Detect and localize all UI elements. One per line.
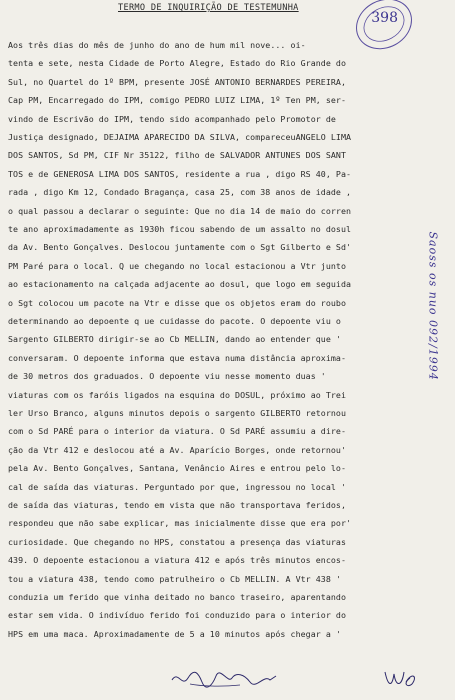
testimony-line: Aos três dias do mês de junho do ano de hum mil nove... oi-	[8, 40, 306, 50]
testimony-line: Cap PM, Encarregado do IPM, comigo PEDRO LUIZ LIMA, 1º Ten PM, ser-	[8, 95, 347, 106]
testimony-line: da Av. Bento Gonçalves. Deslocou juntamente com o Sgt Gilberto e Sd'	[8, 242, 352, 253]
testimony-line: conversaram. O depoente informa que estava numa distância aproxima-	[8, 352, 347, 363]
testimony-line: Sul, no Quartel do 1º BPM, presente JOSÉ ANTONIO BERNARDES PEREIRA,	[8, 76, 347, 87]
testimony-line: ler Urso Branco, alguns minutos depois o sargento GILBERTO retornou	[8, 408, 347, 418]
testimony-line: o qual passou a declarar o seguinte: Que no dia 14 de maio do corren	[8, 205, 352, 216]
testimony-line: 439. O depoente estacionou a viatura 412 e após três minutos encos-	[8, 555, 347, 566]
testimony-line: PM Paré para o local. Q ue chegando no local estacionou a Vtr junto	[8, 260, 347, 271]
testimony-line: tenta e sete, nesta Cidade de Porto Alegre, Estado do Rio Grande do	[8, 58, 347, 69]
testimony-line: ção da Vtr 412 e deslocou até a Av. Aparício Borges, onde retornou'	[8, 444, 347, 455]
testimony-line: conduzia um ferido que vinha deitado no banco traseiro, aparentando	[8, 592, 347, 602]
stamp-page-number: 398	[371, 10, 398, 27]
document-title: TERMO DE INQUIRIÇÃO DE TESTEMUNHA	[118, 3, 299, 13]
testimony-line: Sargento GILBERTO dirigir-se ao Cb MELLIN, dando ao entender que '	[8, 334, 341, 345]
testimony-line: curiosidade. Que chegando no HPS, constatou a presença das viaturas	[8, 536, 347, 547]
testimony-line: te ano aproximadamente as 1930h ficou sabendo de um assalto no dosul	[8, 224, 352, 234]
testimony-line: HPS em uma maca. Aproximadamente de 5 a 10 minutos após chegar a '	[8, 628, 341, 639]
testimony-line: rada , digo Km 12, Condado Bragança, casa 25, com 38 anos de idade ,	[8, 187, 352, 198]
signature-right	[382, 666, 422, 696]
testimony-line: com o Sd PARÉ para o interior da viatura. O Sd PARÉ assumiu a dire-	[8, 426, 347, 437]
testimony-line: de 30 metros dos graduados. O depoente viu nesse momento duas '	[8, 371, 326, 382]
testimony-line: de saída das viaturas, tendo em vista que não transportava feridos,	[8, 500, 347, 510]
testimony-line: pela Av. Bento Gonçalves, Santana, Venâncio Aires e entrou pelo lo-	[8, 463, 347, 474]
testimony-line: vindo de Escrivão do IPM, tendo sido acompanhado pelo Promotor de	[8, 113, 336, 124]
testimony-line: respondeu que não sabe explicar, mas inicialmente disse que era por'	[8, 518, 352, 529]
testimony-line: determinando ao depoente q ue cuidasse do pacote. O depoente viu o	[8, 316, 341, 326]
testimony-line: Justiça designado, DEJAIMA APARECIDO DA SILVA, compareceuANGELO LIMA	[8, 132, 352, 142]
testimony-line: tou a viatura 438, tendo como patrulheiro o Cb MELLIN. A Vtr 438 '	[8, 573, 341, 584]
testimony-line: estar sem vida. O indivíduo ferido foi conduzido para o interior do	[8, 610, 347, 621]
signature-left	[170, 668, 280, 696]
testimony-line: DOS SANTOS, Sd PM, CIF Nr 35122, filho de SALVADOR ANTUNES DOS SANT	[8, 150, 347, 161]
testimony-line: ao estacionamento na calçada adjacente ao dosul, que logo em seguida	[8, 279, 352, 290]
handwritten-margin-note	[418, 230, 442, 500]
testimony-line: TOS e de GENEROSA LIMA DOS SANTOS, residente a rua , digo RS 40, Pa-	[8, 168, 352, 179]
testimony-line: cal de saída das viaturas. Perguntado por que, ingressou no local '	[8, 481, 347, 492]
testimony-line: viaturas com os faróis ligados na esquina do DOSUL, próximo ao Trei	[8, 389, 347, 400]
margin-note-text: Saoss os nuo 092/1994	[426, 231, 440, 381]
testimony-line: o Sgt colocou um pacote na Vtr e disse que os objetos eram do roubo	[8, 297, 347, 308]
